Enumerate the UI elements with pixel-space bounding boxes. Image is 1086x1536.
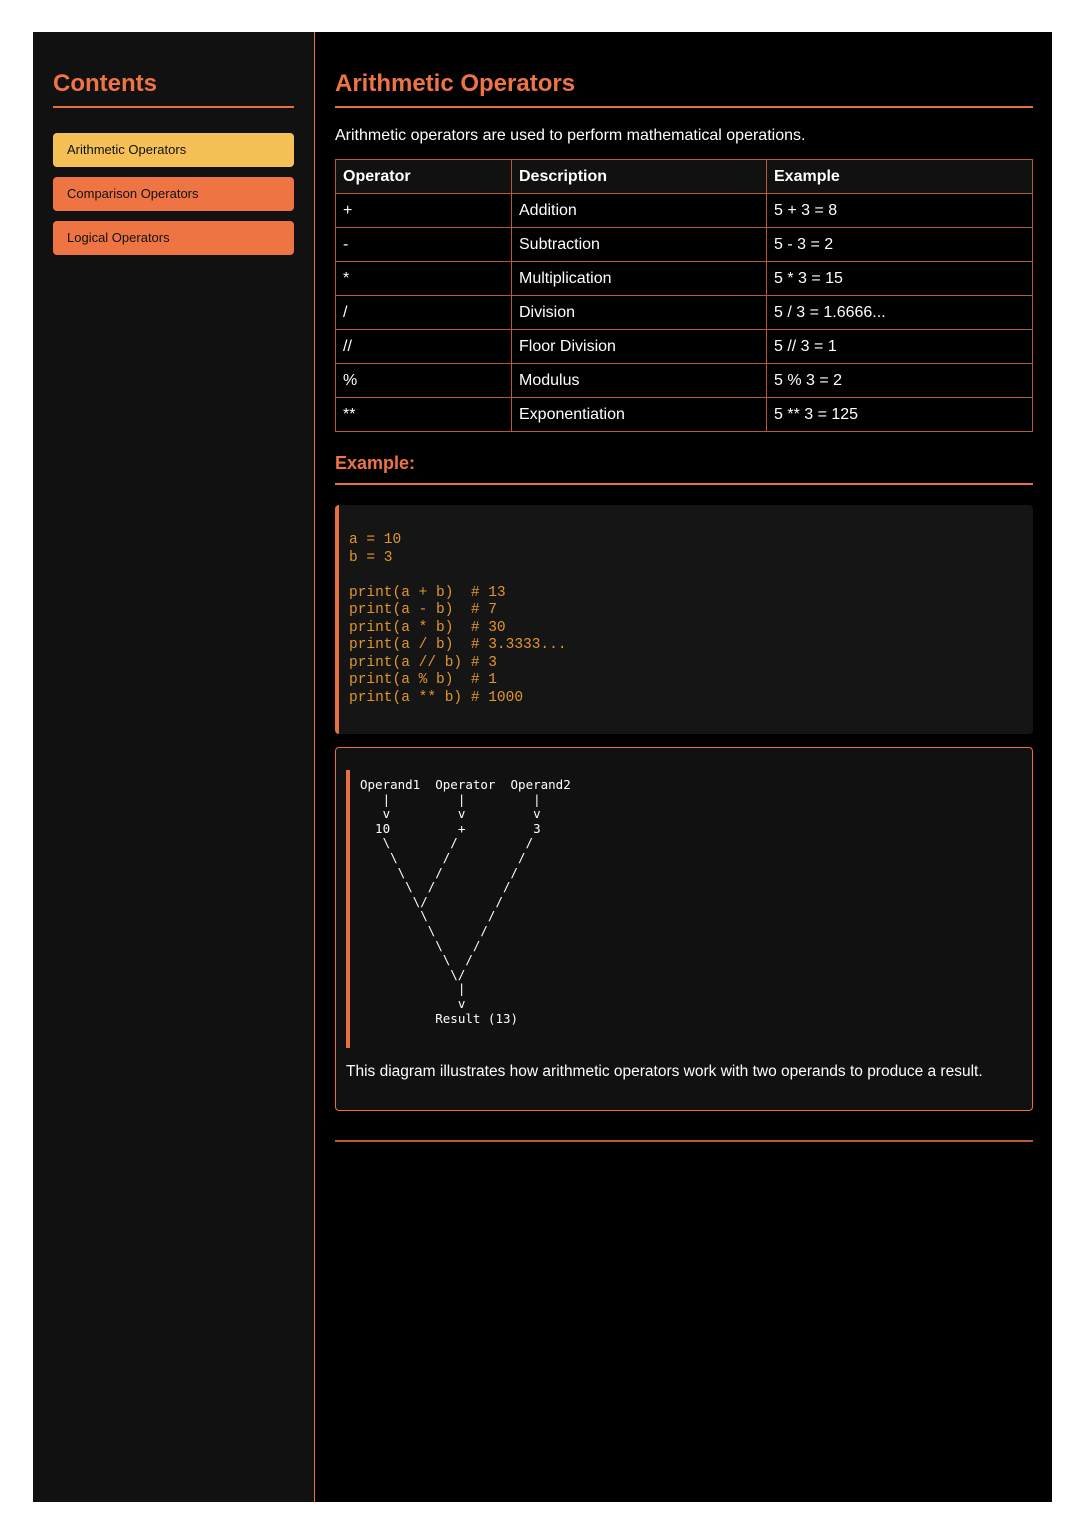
table-row <box>336 398 1033 432</box>
operator-cell: * <box>336 262 512 296</box>
divider <box>335 1140 1033 1142</box>
ascii-diagram <box>346 770 1022 1048</box>
header-description: Description <box>512 160 767 194</box>
table-row <box>336 330 1033 364</box>
sidebar <box>33 32 315 1502</box>
table-row <box>336 364 1033 398</box>
sidebar-item-comparison-operators[interactable]: Comparison Operators <box>53 177 294 211</box>
description-cell: Floor Division <box>512 330 767 364</box>
example-cell: 5 * 3 = 15 <box>767 262 1033 296</box>
page-title: Arithmetic Operators <box>335 70 1033 108</box>
description-cell: Addition <box>512 194 767 228</box>
page-frame <box>33 32 1052 1502</box>
example-cell: 5 / 3 = 1.6666... <box>767 296 1033 330</box>
diagram-box <box>335 747 1033 1111</box>
code-block <box>335 505 1033 734</box>
code-text: a = 10 b = 3 print(a + b) # 13 print(a - b) # 7 print(a * b) # 30 print(a / b) # 3.3333... print(a // b) # 3 print(a % b) # 1 print(a ** b) # 1000 <box>349 532 567 706</box>
diagram-caption: This diagram illustrates how arithmetic operators work with two operands to produce a result. <box>346 1063 983 1080</box>
diagram-text: Operand1 Operator Operand2 | | | v v v 10 + 3 \ / / \ / / \ / / \ / / \/ / \ / \ / \ / \ / \/ | v Result (13) <box>360 777 571 1026</box>
operator-cell: + <box>336 194 512 228</box>
example-cell: 5 // 3 = 1 <box>767 330 1033 364</box>
intro-text: Arithmetic operators are used to perform mathematical operations. <box>335 127 806 144</box>
operator-cell: / <box>336 296 512 330</box>
sidebar-item-arithmetic-operators[interactable]: Arithmetic Operators <box>53 133 294 167</box>
sidebar-title: Contents <box>53 70 294 108</box>
table-row <box>336 262 1033 296</box>
description-cell: Subtraction <box>512 228 767 262</box>
example-heading: Example: <box>335 453 1033 485</box>
example-cell: 5 - 3 = 2 <box>767 228 1033 262</box>
example-cell: 5 + 3 = 8 <box>767 194 1033 228</box>
main-content <box>315 32 1052 1502</box>
table-row <box>336 296 1033 330</box>
sidebar-nav <box>53 133 294 255</box>
table-row <box>336 194 1033 228</box>
operator-cell: ** <box>336 398 512 432</box>
description-cell: Division <box>512 296 767 330</box>
table-row <box>336 228 1033 262</box>
operators-table <box>335 159 1033 432</box>
description-cell: Exponentiation <box>512 398 767 432</box>
operator-cell: % <box>336 364 512 398</box>
table-header-row <box>336 160 1033 194</box>
header-operator: Operator <box>336 160 512 194</box>
header-example: Example <box>767 160 1033 194</box>
example-cell: 5 ** 3 = 125 <box>767 398 1033 432</box>
example-cell: 5 % 3 = 2 <box>767 364 1033 398</box>
sidebar-item-logical-operators[interactable]: Logical Operators <box>53 221 294 255</box>
description-cell: Multiplication <box>512 262 767 296</box>
description-cell: Modulus <box>512 364 767 398</box>
operator-cell: - <box>336 228 512 262</box>
operator-cell: // <box>336 330 512 364</box>
